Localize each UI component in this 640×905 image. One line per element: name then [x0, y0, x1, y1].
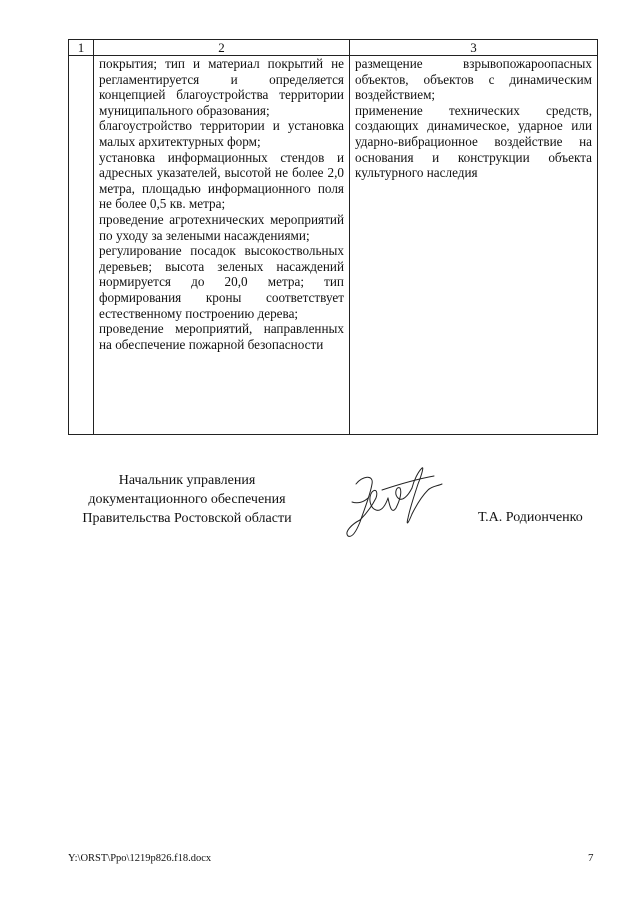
header-col-1: 1	[69, 40, 94, 56]
prohibited-item: размещение взрывопожароопасных объектов, объектов с динамическим воздействием;	[355, 56, 592, 103]
footer-file-path: Y:\ORST\Ppo\1219p826.f18.docx	[68, 853, 212, 864]
permitted-item: проведение агротехнических мероприятий по уходу за зелеными насаждениями;	[99, 211, 344, 243]
permitted-item: проведение мероприятий, направленных на обеспечение пожарной безопасности	[99, 321, 344, 352]
restrictions-table	[68, 39, 598, 435]
prohibited-item: применение технических средств, создающих динамическое, ударное или ударно-вибрационное воздействие на основания и конструкции объекта культурного наследия	[355, 102, 592, 181]
permitted-item: покрытия; тип и материал покрытий не регламентируется и определяется концепцией благоустройства территории муниципального образования;	[99, 56, 344, 118]
header-col-2: 2	[94, 40, 350, 56]
table-row	[69, 56, 598, 435]
header-col-3: 3	[350, 40, 598, 56]
table-header-row	[69, 40, 598, 56]
row-col-2	[94, 56, 350, 435]
signer-title-line-1: Начальник управления	[118, 473, 256, 488]
permitted-item: регулирование посадок высокоствольных деревьев; высота зеленых насаждений нормируется до 20,0 метра; тип формирования кроны соответствует естественному построению дерева;	[99, 243, 344, 321]
handwritten-signature	[342, 462, 454, 546]
signer-title-line-3: Правительства Ростовской области	[82, 511, 292, 526]
signer-name: Т.А. Родионченко	[478, 510, 583, 525]
permitted-item: благоустройство территории и установка малых архитектурных форм;	[99, 118, 344, 149]
signer-title	[62, 471, 312, 528]
permitted-item: установка информационных стендов и адресных указателей, высотой не более 2,0 метра, площадью информационного поля не более 0,5 кв. метра;	[99, 149, 344, 212]
row-col-1	[69, 56, 94, 435]
signer-title-line-2: документационного обеспечения	[88, 492, 286, 507]
page-number: 7	[588, 852, 594, 864]
row-col-3	[350, 56, 598, 435]
